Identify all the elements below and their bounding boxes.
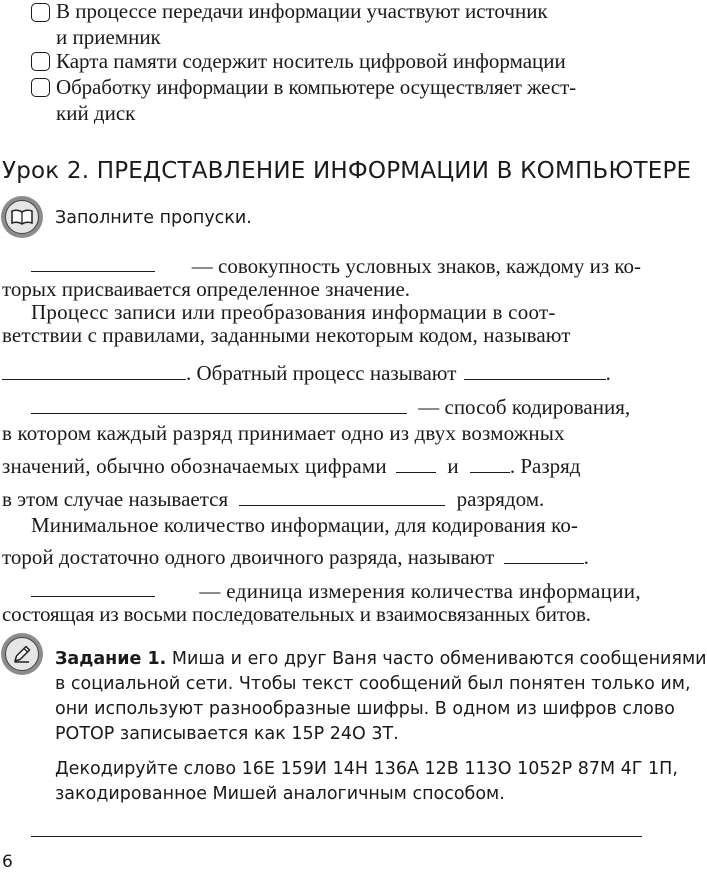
para-1-line-2: торых присваивается определенное значение. (2, 277, 411, 301)
para-2-line-2: ветствии с правилами, заданными некоторым кодом, называют (2, 323, 571, 347)
blank-2[interactable] (2, 361, 186, 380)
open-book-icon (1, 196, 43, 238)
para-5-line-2: состоящая из восьми последовательных и взаимосвязанных битов. (2, 602, 591, 626)
checkbox-1[interactable] (31, 3, 50, 22)
checklist-item-3-line-2: кий диск (56, 101, 136, 125)
blank-9[interactable] (31, 578, 155, 597)
para-2-line-1: Процесс записи или преобразования информации в соот- (31, 300, 556, 324)
para-4-line-1: Минимальное количество информации, для кодирования ко- (31, 513, 579, 537)
blank-6[interactable] (470, 454, 510, 473)
checklist-item-3-line-1: Обработку информации в компьютере осуществляет жест- (56, 75, 577, 99)
answer-line[interactable] (31, 836, 642, 837)
blank-4[interactable] (31, 395, 407, 414)
checklist-item-2: Карта памяти содержит носитель цифровой информации (56, 49, 566, 73)
para-5-line-1: — единица измерения количества информации, (31, 578, 641, 604)
checklist-item-1-line-2: и приемник (56, 25, 161, 49)
blank-3[interactable] (464, 361, 606, 380)
task-line-4: РОТОР записывается как 15Р 24О 3Т. (55, 724, 399, 744)
para-3-line-2: в котором каждый разряд принимает одно из двух возможных (2, 421, 565, 445)
page-number: 6 (2, 852, 13, 872)
para-4-line-2: торой достаточно одного двоичного разряда, называют . (2, 545, 589, 569)
lesson-title: Урок 2. ПРЕДСТАВЛЕНИЕ ИНФОРМАЦИИ В КОМПЬЮТЕРЕ (2, 158, 692, 184)
pencil-icon (1, 633, 43, 675)
task-line-6: закодированное Мишей аналогичным способом. (55, 784, 505, 804)
checkbox-2[interactable] (31, 52, 50, 71)
task-line-3: они используют разнообразные шифры. В одном из шифров слово (55, 699, 675, 719)
blank-1[interactable] (31, 253, 155, 272)
para-2-line-3: . Обратный процесс называют . (2, 360, 611, 386)
checkbox-3[interactable] (31, 78, 50, 97)
para-3-line-4: в этом случае называется разрядом. (2, 487, 545, 511)
para-3-line-1: — способ кодирования, (31, 394, 630, 420)
blank-8[interactable] (504, 545, 584, 564)
task-line-5: Декодируйте слово 16Е 159И 14Н 136А 12В 113О 1052Р 87М 4Г 1П, (55, 759, 678, 779)
task-line-2: в социальной сети. Чтобы текст сообщений был понятен только им, (55, 674, 691, 694)
task-label: Задание 1. (55, 649, 167, 669)
blank-5[interactable] (396, 454, 436, 473)
instruction: Заполните пропуски. (55, 208, 252, 228)
para-1-line-1: — совокупность условных знаков, каждому из ко- (31, 253, 641, 279)
para-3-line-3: значений, обычно обозначаемых цифрами и . Разряд (2, 454, 581, 478)
task-line-1: Задание 1. Миша и его друг Ваня часто обмениваются сообщениями (55, 649, 707, 669)
checklist-item-1-line-1: В процессе передачи информации участвуют источник (56, 0, 548, 23)
blank-7[interactable] (239, 487, 445, 506)
